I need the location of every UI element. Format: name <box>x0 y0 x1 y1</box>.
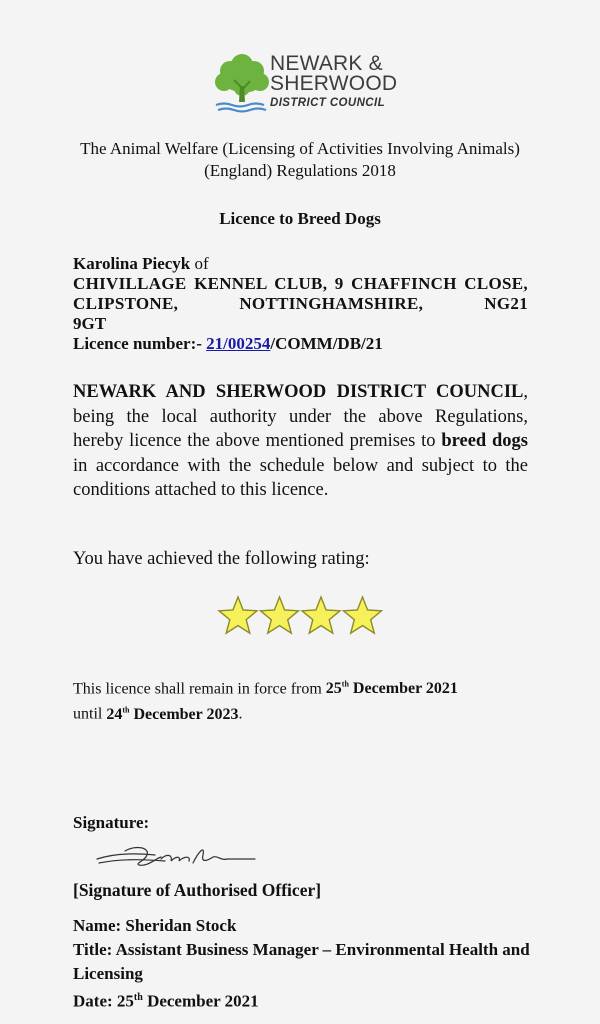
validity-prefix: This licence shall remain in force from <box>73 680 322 698</box>
licence-number-suffix: /COMM/DB/21 <box>270 334 383 353</box>
validity-period: . <box>238 705 243 723</box>
logo-line2: SHERWOOD <box>270 72 398 95</box>
officer-details <box>73 914 543 1014</box>
licence-number-label: Licence number:- <box>73 334 202 353</box>
licence-title: Licence to Breed Dogs <box>219 209 381 228</box>
signature-officer-label: [Signature of Authorised Officer] <box>73 880 322 900</box>
validity-end <box>106 706 238 723</box>
holder-name-line <box>73 254 528 274</box>
star-icon <box>344 597 382 633</box>
date-rest: December 2021 <box>147 991 259 1011</box>
signature-label: Signature: <box>73 813 150 832</box>
officer-title: Title: Assistant Business Manager – Environmental Health and Licensing <box>73 940 530 983</box>
end-sup: th <box>122 705 130 715</box>
licence-holder <box>73 254 528 354</box>
signature-image <box>95 841 260 871</box>
start-day: 25 <box>325 680 342 698</box>
holder-address: CHIVILLAGE KENNEL CLUB, 9 CHAFFINCH CLOSE, CLIPSTONE, NOTTINGHAMSHIRE, NG21 <box>73 274 528 313</box>
holder-address-end: 9GT <box>73 314 107 333</box>
star-icon <box>219 597 257 633</box>
star-rating <box>217 594 387 638</box>
end-day: 24 <box>106 705 123 723</box>
date-sup: th <box>133 992 143 1003</box>
validity-until: until <box>73 705 103 723</box>
star-icon <box>261 597 299 633</box>
date-prefix: Date: 25 <box>73 991 134 1011</box>
licence-validity <box>73 674 528 725</box>
officer-name: Name: Sheridan Stock <box>73 916 237 935</box>
officer-date <box>73 986 543 1014</box>
council-name: NEWARK AND SHERWOOD DISTRICT COUNCIL <box>73 382 524 402</box>
statement-bold: breed dogs <box>441 431 528 451</box>
start-sup: th <box>341 680 349 689</box>
regulations-title: The Animal Welfare (Licensing of Activities Involving Animals) (England) Regulations 2018 <box>80 139 520 180</box>
star-icon <box>302 597 340 633</box>
logo-line3: DISTRICT COUNCIL <box>270 97 386 109</box>
end-rest: December 2023 <box>133 705 239 723</box>
holder-name: Karolina Piecyk <box>73 254 191 273</box>
logo-line1: NEWARK & <box>270 52 383 75</box>
council-logo <box>212 50 398 116</box>
validity-start <box>326 680 458 697</box>
licence-number-link[interactable]: 21/00254 <box>206 334 271 353</box>
holder-of: of <box>194 254 209 273</box>
licence-statement <box>73 380 528 503</box>
start-rest: December 2021 <box>352 680 458 698</box>
rating-text: You have achieved the following rating: <box>73 549 370 569</box>
statement-text-2: in accordance with the schedule below and subject to the conditions attached to this licence. <box>73 455 528 500</box>
licence-number <box>73 334 528 354</box>
tree-icon <box>212 50 272 116</box>
statement-text-1: , being the local authority under the above Regulations, hereby licence the above mentioned premises to <box>73 382 528 451</box>
